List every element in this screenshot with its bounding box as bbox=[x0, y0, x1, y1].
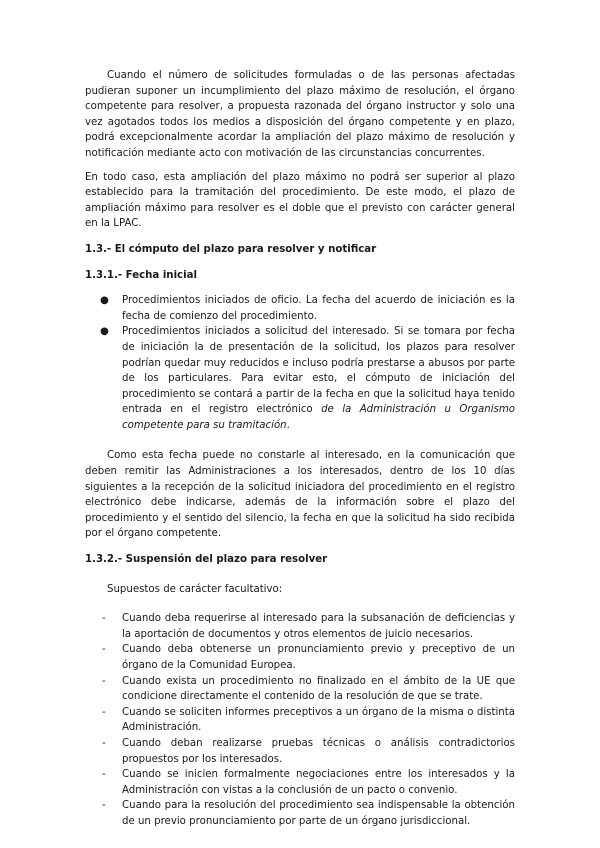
list-item-text: Cuando exista un procedimiento no finalizado en el ámbito de la UE que condicione directamente el contenido de la resolución de que se trate. bbox=[122, 675, 515, 703]
list-item bbox=[85, 293, 515, 324]
list-item bbox=[85, 324, 515, 433]
list-item bbox=[85, 611, 515, 642]
list-item-text: Cuando se inicien formalmente negociaciones entre los interesados y la Administración con vistas a la conclusión de un pacto o convenio. bbox=[122, 769, 515, 796]
list-item bbox=[85, 642, 515, 673]
dash-icon: - bbox=[102, 737, 106, 749]
list-item bbox=[85, 674, 515, 705]
heading-suspension-plazo: 1.3.2.- Suspensión del plazo para resolver bbox=[85, 554, 328, 566]
list-item-text: Cuando deban realizarse pruebas técnicas o análisis contradictorios propuestos por los interesados. bbox=[122, 737, 515, 765]
list-item bbox=[85, 798, 515, 829]
paragraph-comunicacion: Como esta fecha puede no constarle al interesado, en la comunicación que deben remitir las Administraciones a los interesados, dentro de los 10 días siguientes a la recepción de la solicitud iniciadora del procedimiento en el registro electrónico debe indicarse, además de la información sobre el plazo del procedimiento y el sentido del silencio, la fecha en que la solicitud ha sido recibida por el órgano competente. bbox=[85, 450, 515, 540]
bullet-icon: ● bbox=[100, 326, 109, 338]
list-item-text: Procedimientos iniciados a solicitud del interesado. Si se tomara por fecha de iniciación la de presentación de la solicitud, los plazos para resolver podrían quedar muy reducidos e incluso podría prestarse a abusos por parte de los particulares. Para evitar esto, el cómputo de iniciación del procedimiento se contará a partir de la fecha en que la solicitud haya tenido entrada en el registro electrónico bbox=[122, 326, 515, 416]
dash-icon: - bbox=[102, 769, 106, 781]
heading-fecha-inicial: 1.3.1.- Fecha inicial bbox=[85, 269, 197, 281]
list-item bbox=[85, 705, 515, 736]
document-page bbox=[85, 68, 515, 830]
paragraph-limite-ampliacion: En todo caso, esta ampliación del plazo máximo no podrá ser superior al plazo establecido para la tramitación del procedimiento. De este modo, el plazo de ampliación máximo para resolver es el doble que el previsto con carácter general en la LPAC. bbox=[85, 171, 515, 230]
paragraph-ampliacion: Cuando el número de solicitudes formuladas o de las personas afectadas pudieran suponer un incumplimiento del plazo máximo de resolución, el órgano competente para resolver, a propuesta razonada del órgano instructor y solo una vez agotados todos los medios a disposición del órgano competente y en plazo, podrá excepcionalmente acordar la ampliación del plazo máximo de resolución y notificación mediante acto con motivación de las circunstancias concurrentes. bbox=[85, 70, 515, 159]
list-item-text: Cuando deba requerirse al interesado para la subsanación de deficiencias y la aportación de documentos y otros elementos de juicio necesarios. bbox=[122, 613, 515, 640]
list-item-text: Cuando deba obtenerse un pronunciamiento previo y preceptivo de un órgano de la Comunidad Europea. bbox=[122, 644, 515, 671]
bullet-list-fecha-inicial bbox=[85, 293, 515, 433]
dash-icon: - bbox=[102, 613, 106, 625]
list-item-italic-text: de la Administración u Organismo competente para su tramitación bbox=[122, 404, 516, 431]
list-item-text: Procedimientos iniciados de oficio. La fecha del acuerdo de iniciación es la fecha de comienzo del procedimiento. bbox=[122, 295, 515, 322]
list-item bbox=[85, 767, 515, 798]
dash-icon: - bbox=[102, 800, 106, 812]
dash-icon: - bbox=[102, 644, 106, 656]
list-item-text: Cuando se soliciten informes preceptivos a un órgano de la misma o distinta Administración. bbox=[122, 706, 515, 734]
dash-icon: - bbox=[102, 706, 106, 718]
dash-icon: - bbox=[102, 675, 106, 687]
bullet-icon: ● bbox=[100, 295, 109, 307]
list-item-text: Cuando para la resolución del procedimiento sea indispensable la obtención de un previo pronunciamiento por parte de un órgano jurisdiccional. bbox=[122, 800, 515, 827]
heading-computo-plazo: 1.3.- El cómputo del plazo para resolver y notificar bbox=[85, 243, 377, 255]
list-item bbox=[85, 736, 515, 767]
list-item-text-end: . bbox=[286, 419, 290, 431]
supuestos-label: Supuestos de carácter facultativo: bbox=[107, 583, 283, 595]
dash-list-supuestos bbox=[85, 611, 515, 829]
